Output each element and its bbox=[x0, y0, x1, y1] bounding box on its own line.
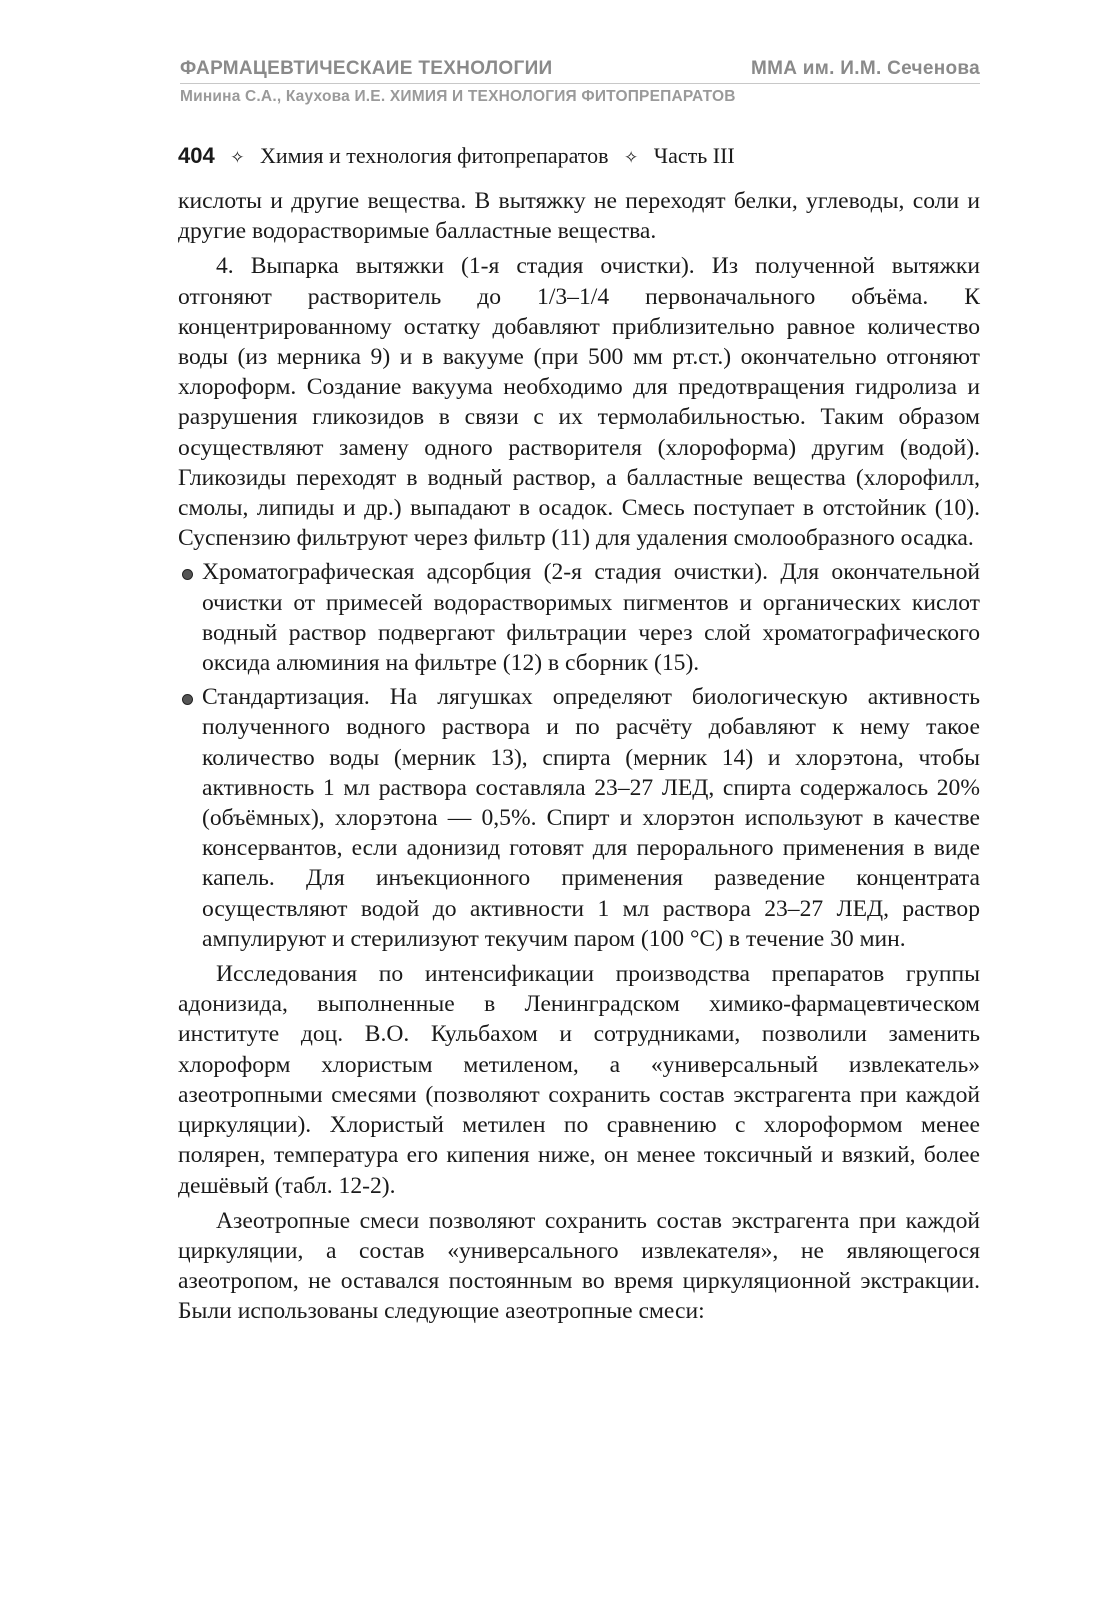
page-number: 404 bbox=[178, 143, 215, 168]
separator-icon: ✧ bbox=[230, 148, 245, 168]
list-item-text: Стандартизация. На лягушках определяют биологическую активность полученного водного раствора и по расчёту добавляют к нему такое количество воды (мерник 13), спирта (мерник 14) и хлорэтона, чтобы активность 1 мл раствора составляла 23–27 ЛЕД, спирта содержалось 20% (объёмных), хлорэтона — 0,5%. Спирт и хлорэтон используют в качестве консервантов, если адонизид готовят для перорального применения в виде капель. Для инъекционного применения разведение концентрата осуществляют водой до активности 1 мл раствора 23–27 ЛЕД, раствор ампулируют и стерилизуют текучим паром (100 °С) в течение 30 мин. bbox=[202, 684, 980, 952]
header-right-title: ММА им. И.М. Сеченова bbox=[750, 58, 980, 79]
header-subtitle: Минина С.А., Каухова И.Е. ХИМИЯ И ТЕХНОЛОГИЯ ФИТОПРЕПАРАТОВ bbox=[180, 88, 736, 105]
top-header bbox=[180, 58, 980, 84]
paragraph-research: Исследования по интенсификации производства препаратов группы адонизида, выполненные в Ленинградском химико-фармацевтическом институте доц. В.О. Кульбахом и сотрудниками, позволили заменить хлороформ хлористым метиленом, а «универсальный извлекатель» азеотропными смесями (позволяют сохранить состав экстрагента при каждой циркуляции). Хлористый метилен по сравнению с хлороформом менее полярен, температура его кипения ниже, он менее токсичный и вязкий, более дешёвый (табл. 12-2). bbox=[178, 961, 980, 1199]
bullet-icon bbox=[182, 694, 193, 705]
separator-icon-2: ✧ bbox=[624, 148, 639, 168]
paragraph-continuation: кислоты и другие вещества. В вытяжку не переходят белки, углеводы, соли и другие водорастворимые балластные вещества. bbox=[178, 188, 980, 245]
paragraph-evaporation: 4. Выпарка вытяжки (1-я стадия очистки). Из полученной вытяжки отгоняют растворитель до 1/3–1/4 первоначального объёма. К концентрированному остатку добавляют приблизительно равное количество воды (из мерника 9) и в вакууме (при 500 мм рт.ст.) окончательно отгоняют хлороформ. Создание вакуума необходимо для предотвращения гидролиза и разрушения гликозидов в связи с их термолабильностью. Таким образом осуществляют замену одного растворителя (хлороформа) другим (водой). Гликозиды переходят в водный раствор, а балластные вещества (хлорофилл, смолы, липиды и др.) выпадают в осадок. Смесь поступает в отстойник (10). Суспензию фильтруют через фильтр (11) для удаления смолообразного осадка. bbox=[178, 253, 980, 552]
list-item-text: Хроматографическая адсорбция (2-я стадия очистки). Для окончательной очистки от примесей водорастворимых пигментов и органических кислот водный раствор подвергают фильтрации через слой хроматографического оксида алюминия на фильтре (12) в сборник (15). bbox=[202, 559, 980, 677]
bullet-icon bbox=[182, 569, 193, 580]
list-item-standardization bbox=[178, 682, 980, 954]
book-title: Химия и технология фитопрепаратов bbox=[259, 143, 609, 168]
paragraph-azeotropes: Азеотропные смеси позволяют сохранить состав экстрагента при каждой циркуляции, а состав «универсального извлекателя», не являющегося азеотропом, не оставался постоянным во время циркуляционной экстракции. Были использованы следующие азеотропные смеси: bbox=[178, 1207, 980, 1325]
header-left-title: ФАРМАЦЕВТИЧЕСКАИЕ ТЕХНОЛОГИИ bbox=[180, 58, 553, 79]
part-label: Часть III bbox=[653, 143, 735, 168]
list-item-chromatography bbox=[178, 557, 980, 678]
page-body bbox=[178, 186, 980, 1327]
running-head bbox=[178, 143, 978, 169]
